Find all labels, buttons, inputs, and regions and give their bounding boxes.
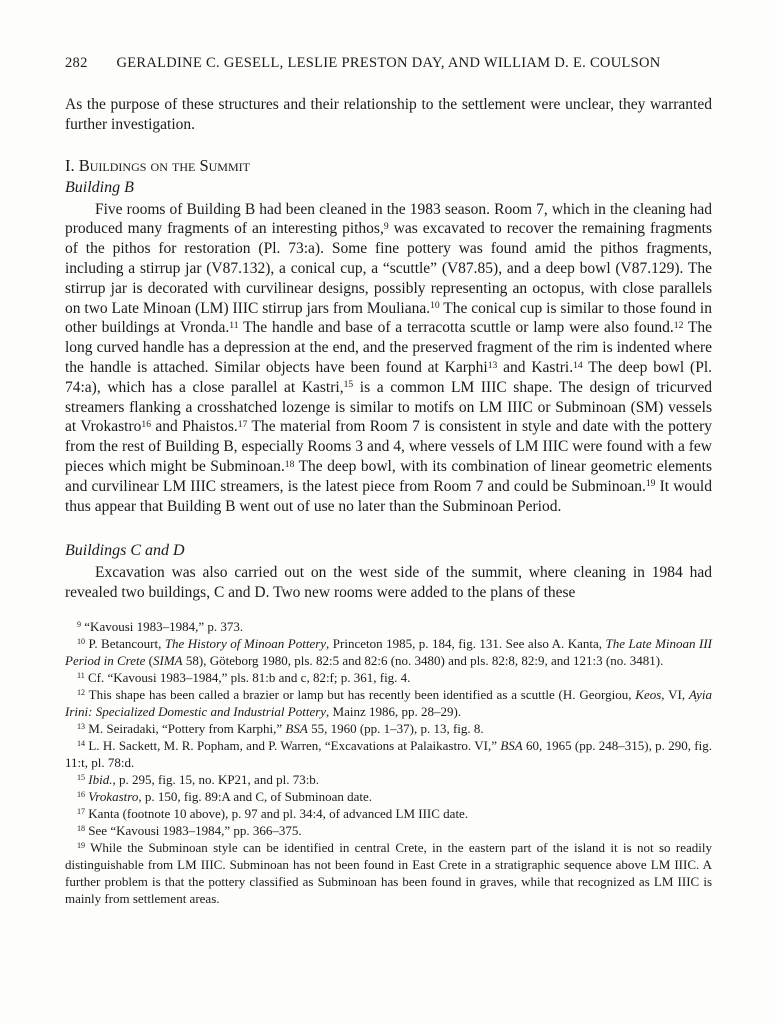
subsection-heading-buildings-c-and-d: Buildings C and D — [65, 542, 185, 560]
text-segment: , Mainz 1986, pp. 28–29). — [326, 703, 462, 719]
text-segment: The handle and base of a terracotta scuttle or lamp were also found. — [238, 319, 674, 337]
footnote-text — [65, 636, 712, 668]
footnote-marker: 16 — [77, 790, 86, 800]
footnote — [65, 805, 712, 822]
text-segment: and Phaistos. — [150, 418, 238, 436]
text-segment: SIMA — [153, 652, 183, 668]
text-segment: BSA — [500, 737, 523, 753]
text-segment: was excavated to recover the remaining fragments of the pithos for restoration (Pl. 73:a). Some fine pottery was found amid the pithos fragments, including a stirrup jar (V87.132), a conical cup, a “scuttle” (V87.85), and a deep bowl (V87.129). The stirrup jar is decorated with curvilinear designs, possibly representing an octopus, with close parallels on two Late Minoan (LM) IIIC stirrup jars from Mouliana. — [65, 220, 712, 317]
text-segment: 60, 1965 (pp. 248–315), p. 290, fig. 11:t, pl. 78:d. — [65, 737, 712, 770]
text-segment: , p. 150, fig. 89:A and C, of Subminoan date. — [138, 788, 372, 804]
footnote — [65, 635, 712, 669]
subsection-heading-building-b: Building B — [65, 178, 134, 196]
text-segment: The deep bowl (Pl. 74:a), which has a close parallel at Kastri, — [65, 358, 713, 396]
footnote-marker: 17 — [77, 807, 86, 817]
footnote-ref: 19 — [645, 478, 656, 490]
text-segment: , VI, — [661, 686, 689, 702]
text-segment: L. H. Sackett, M. R. Popham, and P. Warren, “Excavations at Palaikastro. VI,” — [85, 737, 501, 753]
footnote-text — [85, 806, 468, 821]
building-b-paragraph — [65, 200, 712, 517]
text-segment: The deep bowl, with its combination of linear geometric elements and curvilinear LM IIIC streamers, is the latest piece from Room 7 and could be Subminoan. — [65, 457, 712, 495]
footnote-text — [65, 687, 712, 719]
footnote-ref: 9 — [383, 221, 389, 233]
text-segment: The long curved handle has a depression at the end, and the preserved fragment of the rim is indented where the handle is attached. Similar objects have been found at Karphi — [65, 319, 713, 376]
footnote-text — [81, 619, 243, 634]
footnote-ref: 12 — [673, 320, 684, 332]
text-segment: The History of Minoan Pottery — [164, 635, 327, 651]
footnote-ref: 11 — [229, 320, 239, 332]
footnote-text — [85, 721, 484, 736]
text-segment: 55, 1960 (pp. 1–37), p. 13, fig. 8. — [307, 720, 484, 736]
text-segment: Excavation was also carried out on the west side of the summit, where cleaning in 1984 had revealed two buildings, C and D. Two new rooms were added to the plans of these — [65, 564, 712, 602]
footnote-ref: 10 — [430, 300, 440, 312]
text-segment: As the purpose of these structures and their relationship to the settlement were unclear, they warranted further investigation. — [65, 96, 712, 133]
footnote-marker: 13 — [77, 722, 86, 732]
text-segment: The material from Room 7 is consistent in style and date with the pottery from the rest of Building B, especially Rooms 3 and 4, where vessels of LM IIIC were found with a few pieces which might be Subminoan. — [65, 418, 712, 475]
text-segment: While the Subminoan style can be identified in central Crete, in the eastern part of the island it is not so readily distinguishable from LM IIIC. Subminoan has not been found in East Crete in a stratigraphic sequence above LM IIIC. A further problem is that the pottery classified as Subminoan has been found in graves, while that recognized as LM IIIC is mainly from settlement areas. — [65, 839, 712, 906]
footnotes-section — [65, 618, 712, 907]
footnote-ref: 14 — [573, 359, 583, 371]
text-segment: “Kavousi 1983–1984,” p. 373. — [81, 618, 244, 634]
footnote-text — [85, 823, 302, 838]
footnote — [65, 720, 712, 737]
intro-paragraph — [65, 95, 712, 135]
text-segment: Keos — [635, 686, 662, 702]
footnote-marker: 12 — [77, 688, 86, 698]
footnote — [65, 737, 712, 771]
text-segment: See “Kavousi 1983–1984,” pp. 366–375. — [85, 822, 302, 838]
footnote — [65, 788, 712, 805]
footnote-text — [85, 670, 411, 685]
footnote — [65, 686, 712, 720]
footnote-marker: 9 — [77, 620, 82, 630]
text-segment: Five rooms of Building B had been cleaned in the 1983 season. Room 7, which in the cleaning had produced many fragments of an interesting pithos, — [65, 200, 712, 238]
text-segment: M. Seiradaki, “Pottery from Karphi,” — [85, 720, 286, 736]
footnote-ref: 15 — [343, 379, 354, 391]
footnote-ref: 17 — [237, 419, 248, 431]
footnote-text — [85, 772, 319, 787]
text-segment: Ayia Irini: Specialized Domestic and Industrial Pottery — [65, 686, 713, 719]
footnote-marker: 19 — [77, 841, 86, 851]
section-heading-buildings-on-the-summit: I. Buildings on the Summit — [65, 155, 250, 175]
text-segment: ( — [145, 652, 153, 668]
footnote-marker: 18 — [77, 824, 86, 834]
footnote-marker: 11 — [77, 671, 85, 681]
running-title: GERALDINE C. GESELL, LESLIE PRESTON DAY, AND WILLIAM D. E. COULSON — [116, 55, 661, 71]
footnote-text — [65, 840, 712, 906]
footnote-ref: 16 — [141, 419, 151, 431]
footnote-marker: 10 — [77, 637, 86, 647]
footnote — [65, 669, 712, 686]
text-segment: Vrokastro — [88, 788, 139, 804]
footnote-ref: 18 — [284, 458, 295, 470]
text-segment: , p. 295, fig. 15, no. KP21, and pl. 73:b. — [112, 771, 320, 787]
text-segment: BSA — [285, 720, 308, 736]
footnote — [65, 618, 712, 635]
footnote-ref: 13 — [487, 359, 498, 371]
footnote-marker: 14 — [77, 739, 86, 749]
buildings-c-d-paragraph — [65, 563, 712, 603]
text-segment: Cf. “Kavousi 1983–1984,” pls. 81:b and c, 82:f; p. 361, fig. 4. — [84, 669, 411, 685]
text-segment: Ibid. — [88, 771, 113, 787]
footnote-text — [65, 738, 712, 770]
text-segment: The conical cup is similar to those found in other buildings at Vronda. — [65, 299, 712, 337]
footnote — [65, 839, 712, 907]
text-segment: P. Betancourt, — [85, 635, 165, 651]
text-segment: 58), Göteborg 1980, pls. 82:5 and 82:6 (no. 3480) and pls. 82:8, 82:9, and 121:3 (no. 3481). — [182, 652, 664, 668]
text-segment: Kanta (footnote 10 above), p. 97 and pl. 34:4, of advanced LM IIIC date. — [85, 805, 469, 821]
text-segment: The Late Minoan III Period in Crete — [65, 635, 712, 668]
running-header — [65, 55, 712, 71]
text-segment: It would thus appear that Building B went out of use no later than the Subminoan Period. — [65, 477, 712, 515]
footnote — [65, 822, 712, 839]
text-segment: is a common LM IIIC shape. The design of tricurved streamers flanking a crosshatched lozenge is similar to motifs on LM IIIC or Subminoan (SM) vessels at Vrokastro — [65, 378, 713, 436]
text-segment: and Kastri. — [497, 358, 574, 376]
footnote — [65, 771, 712, 788]
page-number: 282 — [65, 55, 88, 71]
footnote-text — [85, 789, 372, 804]
text-segment: , Princeton 1985, p. 184, fig. 131. See also A. Kanta, — [326, 635, 606, 651]
footnote-marker: 15 — [77, 773, 86, 783]
text-segment: This shape has been called a brazier or lamp but has recently been identified as a scuttle (H. Georgiou, — [85, 686, 636, 702]
